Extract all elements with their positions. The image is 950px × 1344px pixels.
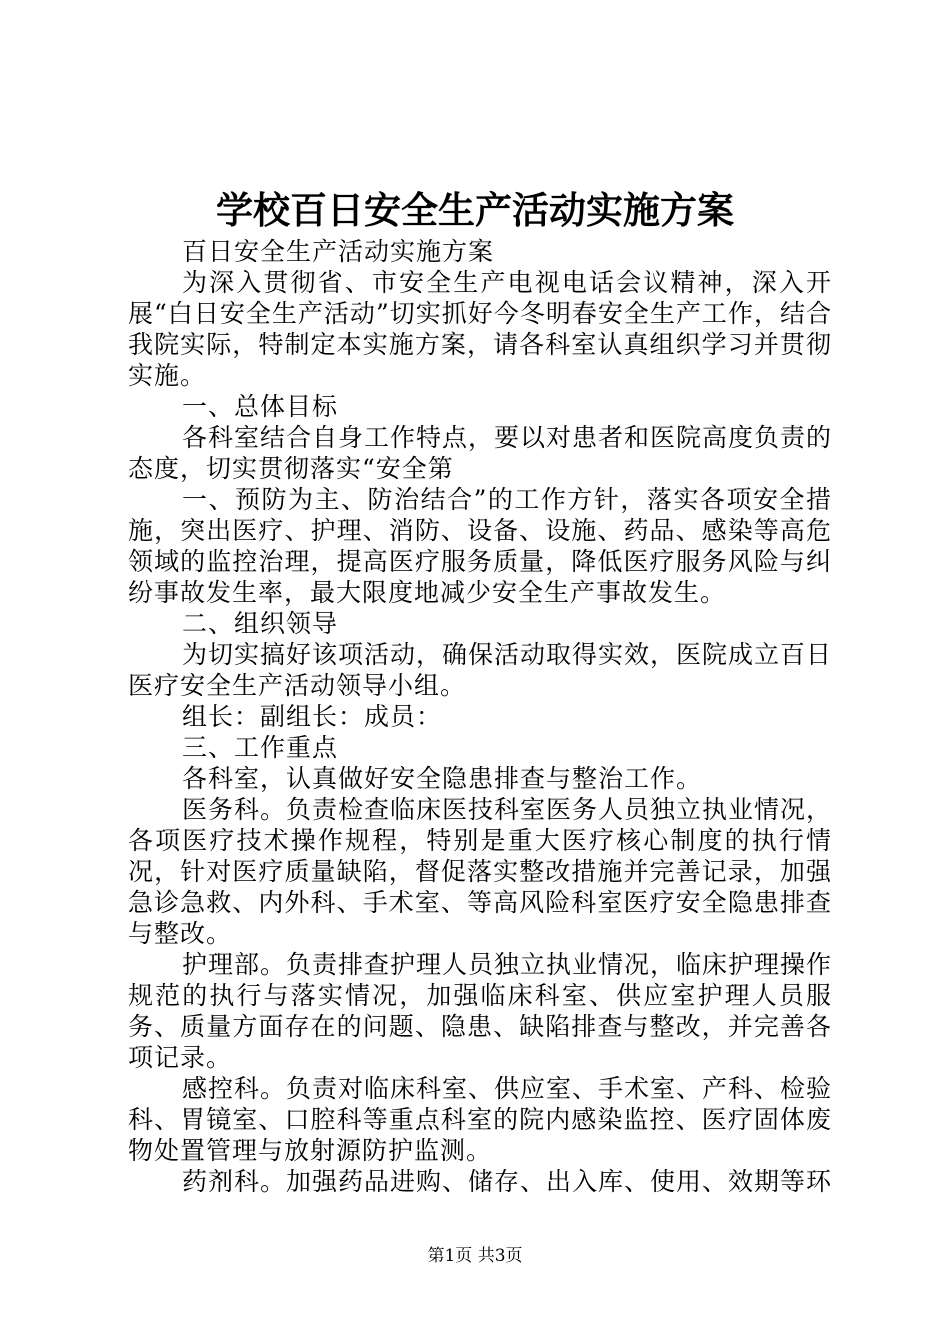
document-title: 学校百日安全生产活动实施方案: [216, 188, 734, 232]
paragraph: 医务科。负责检查临床医技科室医务人员独立执业情况，各项医疗技术操作规程，特别是重大医疗核心制度的执行情况，针对医疗质量缺陷，督促落实整改措施并完善记录，加强急诊急救、内外科、手术室、等高风险科室医疗安全隐患排查与整改。: [128, 795, 833, 948]
section-heading: 一、总体目标: [182, 392, 339, 421]
paragraph: 组长：副组长：成员：: [182, 702, 443, 731]
section-heading: 三、工作重点: [182, 733, 339, 762]
page-number-footer: 第1页 共3页: [427, 1246, 523, 1266]
paragraph: 感控科。负责对临床科室、供应室、手术室、产科、检验科、胃镜室、口腔科等重点科室的院内感染监控、医疗固体废物处置管理与放射源防护监测。: [128, 1074, 833, 1165]
paragraph: 为切实搞好该项活动，确保活动取得实效，医院成立百日医疗安全生产活动领导小组。: [128, 640, 833, 700]
paragraph: 百日安全生产活动实施方案: [182, 237, 495, 266]
paragraph: 各科室，认真做好安全隐患排查与整治工作。: [182, 764, 703, 793]
paragraph: 为深入贯彻省、市安全生产电视电话会议精神，深入开展“白日安全生产活动”切实抓好今冬明春安全生产工作，结合我院实际，特制定本实施方案，请各科室认真组织学习并贯彻实施。: [128, 268, 832, 390]
paragraph: 各科室结合自身工作特点，要以对患者和医院高度负责的态度，切实贯彻落实“安全第: [128, 423, 833, 483]
section-heading: 二、组织领导: [182, 609, 339, 638]
paragraph: 药剂科。加强药品进购、储存、出入库、使用、效期等环: [182, 1167, 833, 1196]
document-body: [128, 236, 832, 1197]
paragraph: 一、预防为主、防治结合”的工作方针，落实各项安全措施，突出医疗、护理、消防、设备、设施、药品、感染等高危领域的监控治理，提高医疗服务质量，降低医疗服务风险与纠纷事故发生率，最大限度地减少安全生产事故发生。: [128, 485, 832, 607]
paragraph: 护理部。负责排查护理人员独立执业情况，临床护理操作规范的执行与落实情况，加强临床科室、供应室护理人员服务、质量方面存在的问题、隐患、缺陷排查与整改，并完善各项记录。: [128, 950, 833, 1072]
